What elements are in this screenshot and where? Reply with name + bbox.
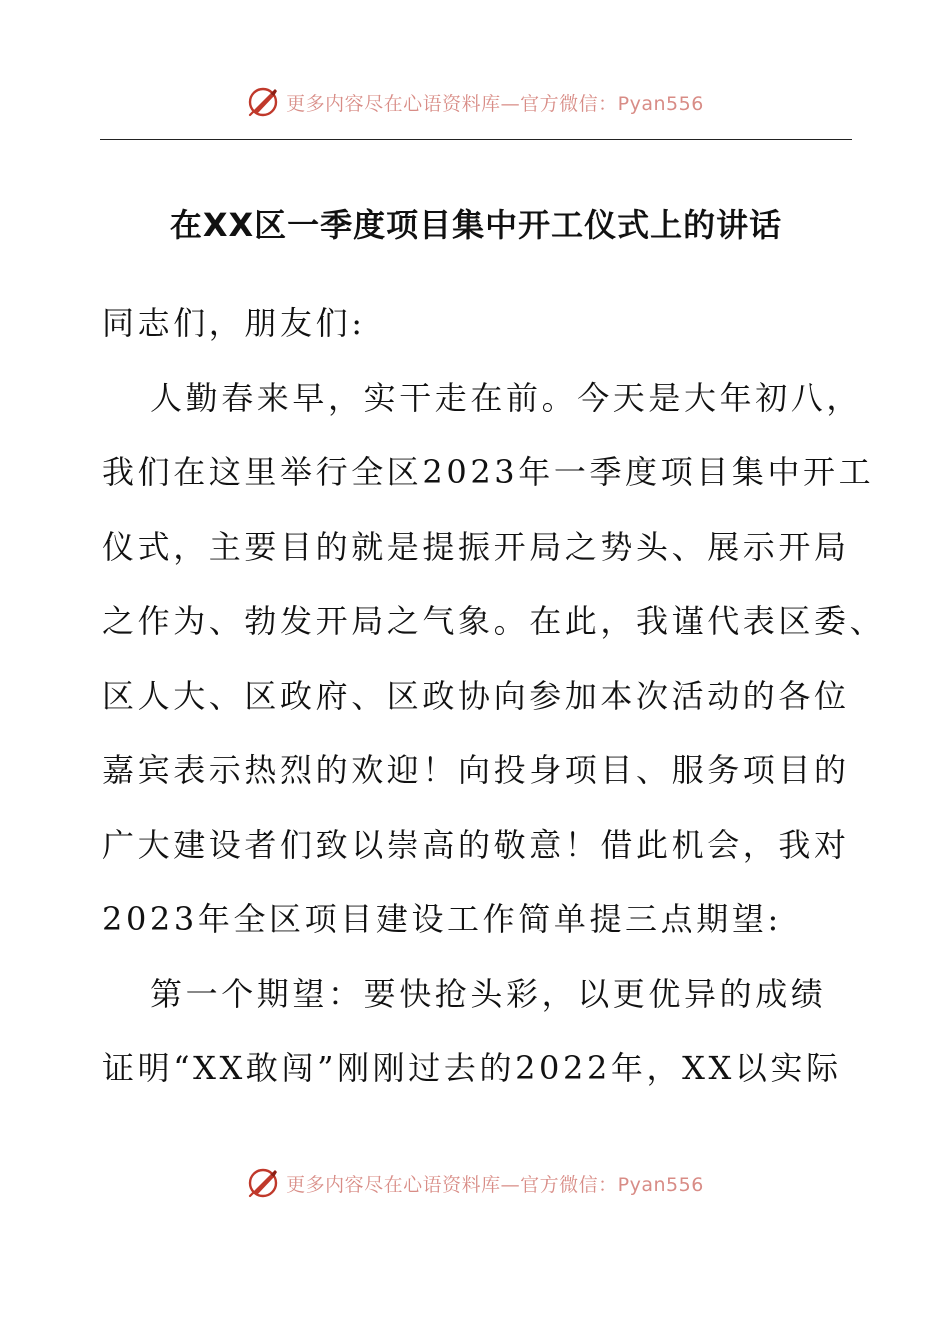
- document-title: 在XX区一季度项目集中开工仪式上的讲话: [169, 206, 783, 244]
- salutation-line: 同志们，朋友们:: [102, 304, 366, 342]
- paragraph-line: 嘉宾表示热烈的欢迎！向投身项目、服务项目的: [102, 751, 850, 789]
- paragraph-line: 人勤春来早，实干走在前。今天是大年初八，: [150, 378, 863, 417]
- paragraph-line: 广大建设者们致以崇高的敬意！借此机会，我对: [102, 825, 850, 864]
- header-banner-content: [246, 85, 704, 119]
- document-body: [102, 296, 886, 1116]
- header-divider: [100, 139, 852, 140]
- header-banner: [0, 82, 950, 122]
- pen-logo-icon: [246, 1166, 280, 1200]
- pen-logo-icon: [246, 85, 280, 119]
- paragraph-line: 证明“XX敢闯”刚刚过去的2022年，XX以实际: [102, 1049, 842, 1087]
- footer-banner-text: 更多内容尽在心语资料库—官方微信：Pyan556: [286, 1173, 704, 1196]
- footer-banner-content: [246, 1166, 704, 1200]
- paragraph-line: 2023年全区项目建设工作简单提三点期望:: [102, 900, 782, 938]
- paragraph-line: 仪式，主要目的就是提振开局之势头、展示开局: [102, 527, 850, 566]
- paragraph-line: 我们在这里举行全区2023年一季度项目集中开工: [102, 453, 875, 491]
- header-banner-text: 更多内容尽在心语资料库—官方微信：Pyan556: [286, 92, 704, 115]
- paragraph-line: 之作为、勃发开局之气象。在此，我谨代表区委、: [102, 602, 886, 640]
- paragraph-line: 区人大、区政府、区政协向参加本次活动的各位: [102, 676, 850, 715]
- paragraph-line: 第一个期望：要快抢头彩，以更优异的成绩: [150, 974, 827, 1013]
- footer-banner: [0, 1163, 950, 1203]
